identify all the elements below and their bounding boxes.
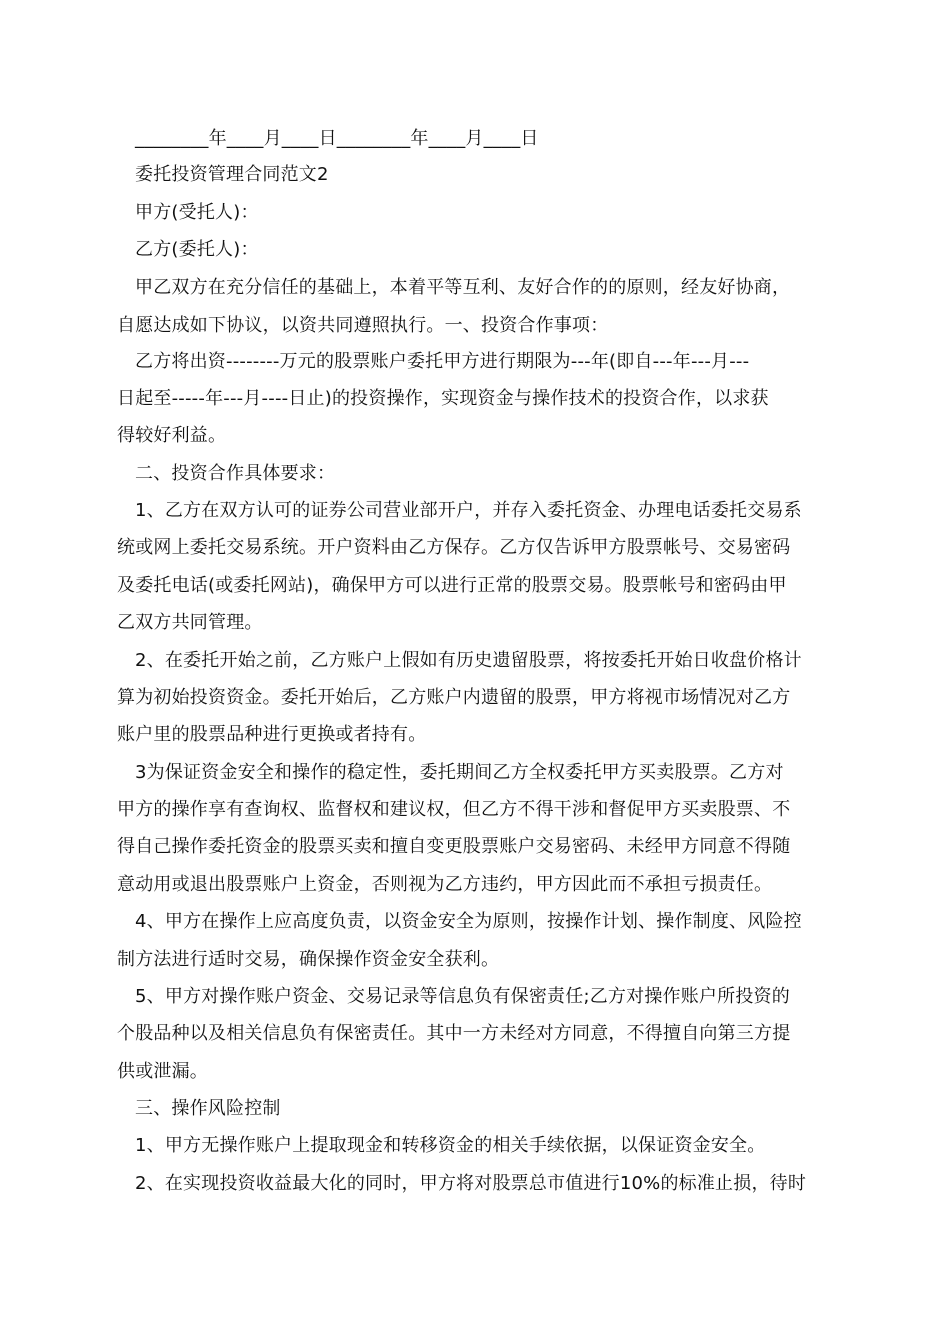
paragraph-line: 2、在委托开始之前，乙方账户上假如有历史遗留股票，将按委托开始日收盘价格计 bbox=[135, 650, 802, 671]
paragraph-line: 账户里的股票品种进行更换或者持有。 bbox=[117, 724, 427, 745]
paragraph-line: 个股品种以及相关信息负有保密责任。其中一方未经对方同意，不得擅自向第三方提 bbox=[117, 1023, 791, 1044]
paragraph-line: 日起至-----年---月----日止)的投资操作，实现资金与操作技术的投资合作，以求获 bbox=[117, 388, 769, 409]
paragraph-line: 统或网上委托交易系统。开户资料由乙方保存。乙方仅告诉甲方股票帐号、交易密码 bbox=[117, 537, 791, 558]
party-b-line: 乙方(委托人)： bbox=[135, 239, 259, 260]
paragraph-line: 2、在实现投资收益最大化的同时，甲方将对股票总市值进行10%的标准止损，待时 bbox=[135, 1173, 807, 1194]
paragraph-line: 4、甲方在操作上应高度负责，以资金安全为原则，按操作计划、操作制度、风险控 bbox=[135, 911, 802, 932]
paragraph-line: 甲方的操作享有查询权、监督权和建议权，但乙方不得干涉和督促甲方买卖股票、不 bbox=[117, 799, 791, 820]
paragraph-line: 1、甲方无操作账户上提取现金和转移资金的相关手续依据，以保证资金安全。 bbox=[135, 1135, 766, 1156]
section-heading: 二、投资合作具体要求： bbox=[135, 463, 336, 484]
document-title: 委托投资管理合同范文2 bbox=[135, 164, 329, 185]
paragraph-line: 甲乙双方在充分信任的基础上，本着平等互利、友好合作的的原则，经友好协商， bbox=[135, 277, 791, 298]
paragraph-line: 及委托电话(或委托网站)，确保甲方可以进行正常的股票交易。股票帐号和密码由甲 bbox=[117, 575, 787, 596]
paragraph-line: 3为保证资金安全和操作的稳定性，委托期间乙方全权委托甲方买卖股票。乙方对 bbox=[135, 762, 784, 783]
paragraph-line: 1、乙方在双方认可的证券公司营业部开户，并存入委托资金、办理电话委托交易系 bbox=[135, 500, 802, 521]
signature-date-line: ________年____月____日________年____月____日 bbox=[135, 128, 539, 149]
paragraph-line: 自愿达成如下协议，以资共同遵照执行。一、投资合作事项： bbox=[117, 315, 609, 336]
paragraph-line: 制方法进行适时交易，确保操作资金安全获利。 bbox=[117, 949, 500, 970]
paragraph-line: 算为初始投资资金。委托开始后，乙方账户内遗留的股票，甲方将视市场情况对乙方 bbox=[117, 687, 791, 708]
paragraph-line: 得较好利益。 bbox=[117, 425, 227, 446]
paragraph-line: 得自己操作委托资金的股票买卖和擅自变更股票账户交易密码、未经甲方同意不得随 bbox=[117, 836, 791, 857]
party-a-line: 甲方(受托人)： bbox=[135, 202, 259, 223]
paragraph-line: 意动用或退出股票账户上资金，否则视为乙方违约，甲方因此而不承担亏损责任。 bbox=[117, 874, 773, 895]
paragraph-line: 供或泄漏。 bbox=[117, 1061, 208, 1082]
paragraph-line: 5、甲方对操作账户资金、交易记录等信息负有保密责任;乙方对操作账户所投资的 bbox=[135, 986, 790, 1007]
paragraph-line: 乙方将出资--------万元的股票账户委托甲方进行期限为---年(即自---年---月--- bbox=[135, 351, 750, 372]
section-heading: 三、操作风险控制 bbox=[135, 1098, 281, 1119]
paragraph-line: 乙双方共同管理。 bbox=[117, 612, 263, 633]
